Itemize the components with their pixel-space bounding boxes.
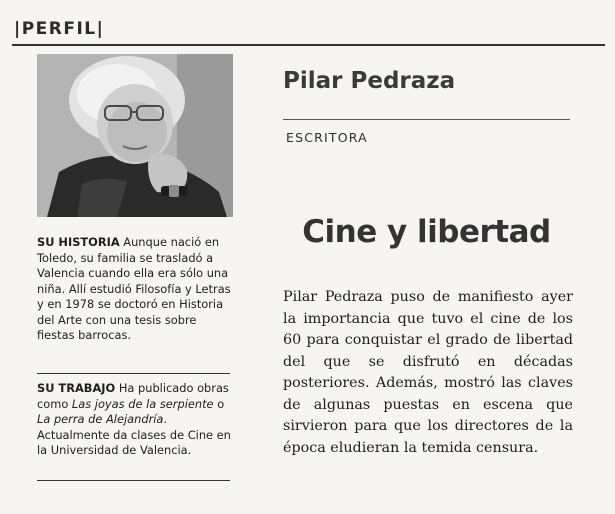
portrait-photo (37, 54, 233, 217)
name-divider (283, 119, 570, 120)
section-tag: |PERFIL| (14, 19, 105, 39)
bio-work-text-end: . Actualmente da clases de Cine en la Universidad de Valencia. (37, 412, 231, 457)
bio-bottom-divider (37, 480, 230, 481)
bio-divider (37, 373, 230, 374)
book-title: Las joyas de la serpiente (71, 396, 214, 411)
bio-history-text: Aunque nació en Toledo, su familia se trasladó a Valencia cuando ella era sólo una niña. Allí estudió Filosofía y Letras y en 1978 se doctoró en Historia del Arte con una tesis sobre fiestas barrocas. (37, 235, 231, 342)
bio-work-connector: o (217, 396, 225, 411)
bio-work-text: Ha publicado obras como (37, 381, 229, 411)
bio-history (37, 235, 232, 344)
article-headline: Cine y libertad (302, 214, 551, 250)
portrait-illustration (37, 54, 233, 217)
person-name: Pilar Pedraza (283, 68, 456, 94)
article-body: Pilar Pedraza puso de manifiesto ayer la importancia que tuvo el cine de los 60 para conquistar el grado de libertad del que se disfrutó en décadas posteriores. Además, mostró las claves de algunas puestas en escena que sirvieron para que los directores de la época eludieran la temida censura. (283, 289, 573, 456)
bio-history-label: SU HISTORIA (37, 235, 120, 249)
top-divider (12, 44, 605, 46)
person-role: ESCRITORA (286, 130, 368, 145)
book-title: La perra de Alejandría (37, 412, 164, 426)
bio-work-label: SU TRABAJO (37, 381, 116, 395)
bio-work (37, 381, 232, 459)
